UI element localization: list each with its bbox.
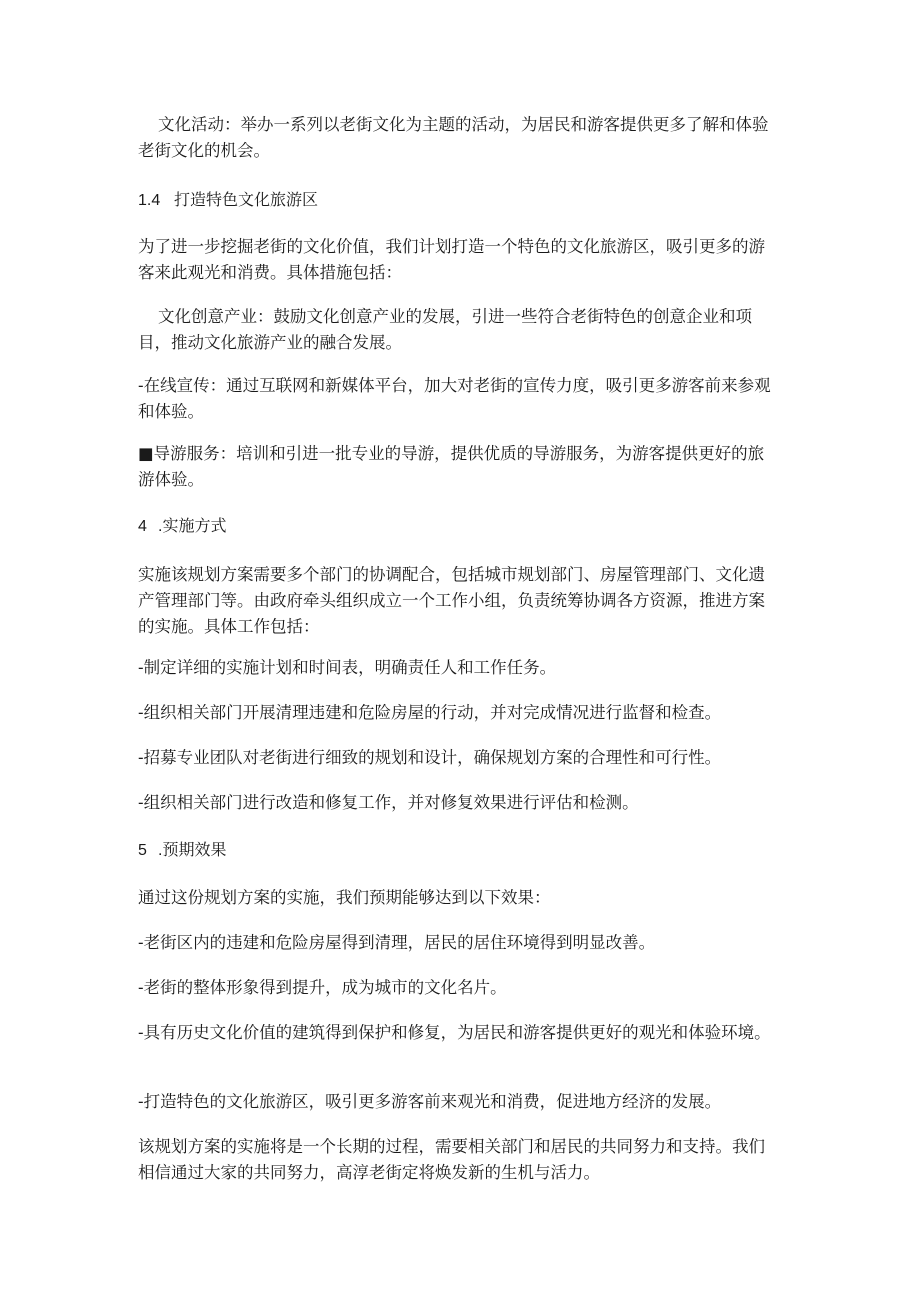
heading-number: 1.4	[138, 192, 161, 209]
heading-text: .实施方式	[158, 518, 227, 535]
paragraph-expected-intro: 通过这份规划方案的实施，我们预期能够达到以下效果：	[138, 888, 551, 907]
list-item-living-environment: -老街区内的违建和危险房屋得到清理，居民的居住环境得到明显改善。	[138, 933, 656, 952]
paragraph-conclusion: 该规划方案的实施将是一个长期的过程，需要相关部门和居民的共同努力和支持。我们相信通过大家的共同努力，高淳老街定将焕发新的生机与活力。	[138, 1137, 765, 1182]
list-item-design-team: -招募专业团队对老街进行细致的规划和设计，确保规划方案的合理性和可行性。	[138, 748, 722, 767]
heading-number: 4	[138, 518, 147, 535]
paragraph-creative-industry: 文化创意产业：鼓励文化创意产业的发展，引进一些符合老街特色的创意企业和项目，推动文化旅游产业的融合发展。	[138, 307, 752, 352]
heading-text: 打造特色文化旅游区	[174, 192, 319, 209]
list-item-tourism-economy: -打造特色的文化旅游区，吸引更多游客前来观光和消费，促进地方经济的发展。	[138, 1092, 722, 1111]
list-item-heritage-buildings: -具有历史文化价值的建筑得到保护和修复，为居民和游客提供更好的观光和体验环境。	[138, 1023, 771, 1042]
list-item-city-image: -老街的整体形象得到提升，成为城市的文化名片。	[138, 978, 507, 997]
heading-5	[138, 838, 780, 864]
heading-4	[138, 514, 780, 540]
heading-number: 5	[138, 842, 147, 859]
paragraph-implementation-intro: 实施该规划方案需要多个部门的协调配合，包括城市规划部门、房屋管理部门、文化遗产管理部门等。由政府牵头组织成立一个工作小组，负责统筹协调各方资源，推进方案的实施。具体工作包括：	[138, 565, 765, 636]
paragraph-tourism-intro: 为了进一步挖掘老街的文化价值，我们计划打造一个特色的文化旅游区，吸引更多的游客来此观光和消费。具体措施包括：	[138, 237, 765, 282]
paragraph-guide-service: ■导游服务：培训和引进一批专业的导游，提供优质的导游服务，为游客提供更好的旅游体验。	[138, 444, 765, 489]
list-item-plan: -制定详细的实施计划和时间表，明确责任人和工作任务。	[138, 658, 557, 677]
list-item-renovation: -组织相关部门进行改造和修复工作，并对修复效果进行评估和检测。	[138, 793, 639, 812]
heading-text: .预期效果	[158, 842, 227, 859]
paragraph-cultural-activities: 文化活动：举办一系列以老街文化为主题的活动，为居民和游客提供更多了解和体验老街文化的机会。	[138, 115, 769, 160]
paragraph-online-promotion: -在线宣传：通过互联网和新媒体平台，加大对老街的宣传力度，吸引更多游客前来参观和体验。	[138, 376, 771, 421]
list-item-clearance: -组织相关部门开展清理违建和危险房屋的行动，并对完成情况进行监督和检查。	[138, 703, 722, 722]
heading-1-4	[138, 188, 780, 214]
